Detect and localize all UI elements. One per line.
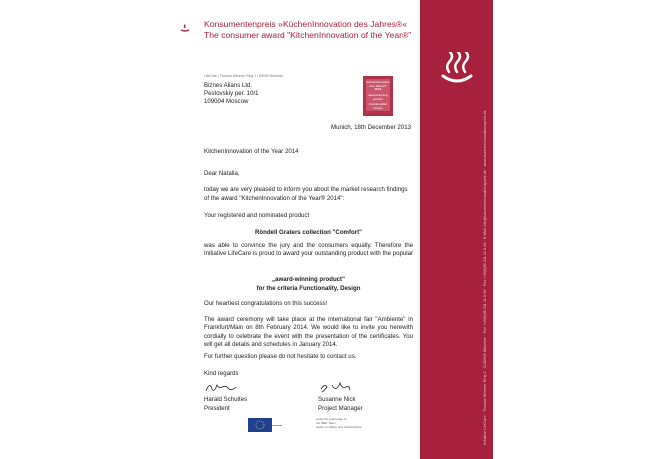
eu-note-line2: the MEP Team [316, 421, 336, 425]
paragraph-2: was able to convince the jury and the consumers equally. Therefore the Initiative LifeCare is proud to award your outstanding product with the popular [204, 242, 414, 258]
badge-line5: product [372, 96, 383, 101]
signatory-1-name: Harald Schultes [204, 396, 248, 403]
signature-1 [204, 377, 238, 397]
sender-line: LifeCare | Thomas Wimmer Ring 1 | 80539 München [204, 74, 284, 78]
award-title: „award-winning product" [272, 276, 345, 283]
badge-line3: 2014 [374, 87, 382, 91]
badge-line6: Funktionalität [369, 102, 387, 106]
eu-flag-icon [248, 418, 272, 432]
sidebar-contact-text: Initiative LifeCare · Thomas Wimmer Ring 1 · D-80539 München · Fon +49(0)89 211 11 6-56 · Fax +49(0)89 211 11 6-48 · E-Mail info@kuecheninnovationspreis.de · www.kuecheninnovationspreis.de [483, 110, 487, 445]
address-line: Pestovskiy per. 10/1 [204, 90, 259, 97]
eu-note-line3: Gütlin von Blum and Volksschöttle [316, 425, 362, 429]
flame-logo-icon [180, 22, 190, 32]
subject-line: KitchenInnovation of the Year 2014 [204, 148, 299, 155]
paragraph-1-line-2: of the award "KitchenInnovation of the Year® 2014": [204, 194, 345, 202]
divider [272, 425, 282, 426]
registered-text: Your registered and nominated product [204, 212, 310, 219]
eu-note-line1: under the patronage of [316, 417, 347, 421]
address-line: Biznes Alians Ltd. [204, 82, 253, 89]
steam-logo-icon [433, 52, 481, 88]
signatory-2-name: Susanne Nick [318, 396, 356, 403]
badge-line1: KüchenInnovation [365, 80, 391, 84]
signature-2 [318, 377, 352, 397]
paragraph-1-line-1: today we are very pleased to inform you about the market research findings [204, 186, 408, 193]
paragraph-3: The award ceremony will take place at the international fair "Ambiente" in Frankfurt/Main on 8th February 2014. We would like to invite you herewith cordially to celebrate the event with the presentation of the certificates. You will get all details and schedules in January 2014. [204, 316, 413, 348]
letter-date: Munich, 18th December 2013 [331, 124, 411, 131]
signatory-1-role: President [204, 404, 230, 412]
badge-line2: des Jahres® [369, 83, 387, 88]
further-question: For further question please do not hesitate to contact us. [204, 353, 357, 360]
signatory-2-role: Project Manager [318, 404, 363, 412]
header-title-de: Konsumentenpreis »KüchenInnovation des Jahres®« [204, 19, 408, 29]
badge-line4: award-winning [368, 93, 388, 97]
salutation: Dear Natalia, [204, 170, 240, 177]
badge-line7: Design [373, 105, 383, 110]
award-criteria: for the criteria Functionality, Design [256, 284, 361, 292]
award-badge [363, 76, 393, 116]
address-line: 109004 Moscow [204, 98, 249, 105]
product-name: Röndell Graters collection "Comfort" [254, 229, 362, 236]
header-title-en: The consumer award "KitchenInnovation of the Year®" [204, 29, 412, 40]
closing: Kind regards [204, 370, 239, 377]
congratulations: Our heartiest congratulations on this success! [204, 300, 328, 307]
